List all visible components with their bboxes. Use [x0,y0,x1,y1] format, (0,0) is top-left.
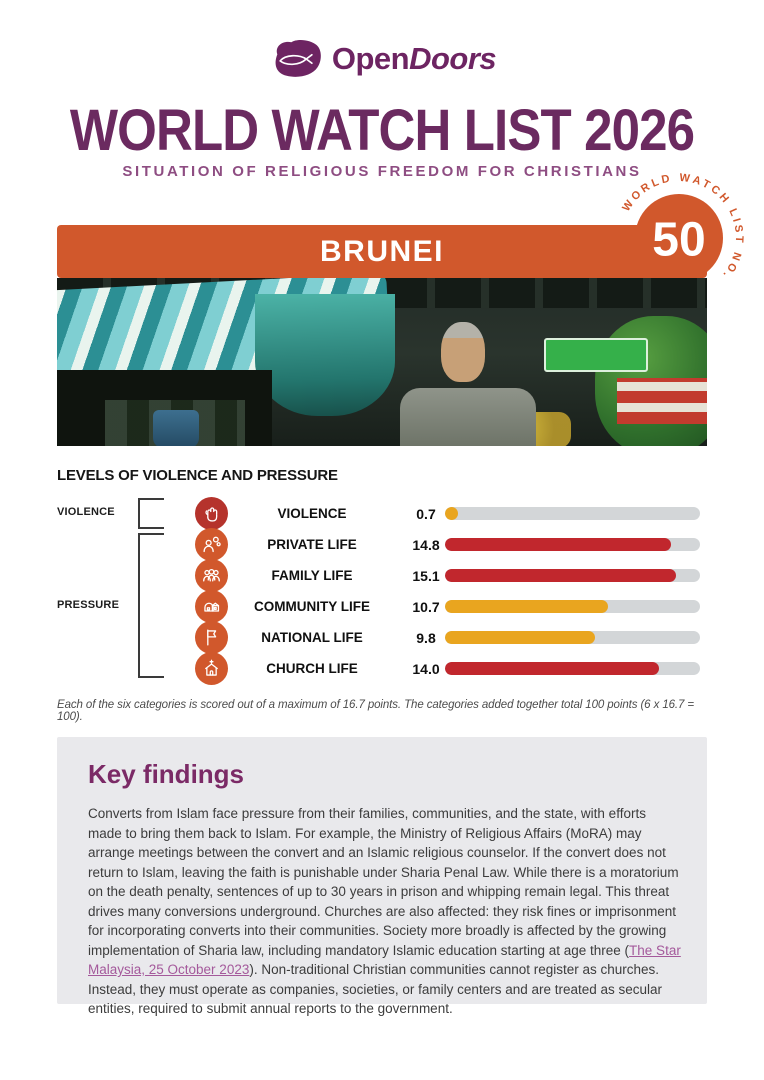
church-icon [195,652,228,685]
score-bar-track [445,600,700,613]
community-buildings-icon [195,590,228,623]
score-bar-track [445,507,700,520]
score-bar-track [445,569,700,582]
country-photo [57,278,707,446]
chart-heading: LEVELS OF VIOLENCE AND PRESSURE [57,467,338,484]
page-subtitle: SITUATION OF RELIGIOUS FREEDOM FOR CHRISTIANS [122,163,642,180]
open-doors-wordmark [332,41,496,77]
scoring-footnote: Each of the six categories is scored out of a maximum of 16.7 points. The categories added together total 100 points (6 x 16.7 = 100). [57,699,695,723]
group-label-pressure: PRESSURE [57,599,120,611]
photo-hanging-cloth [255,294,395,416]
key-findings-paragraph [88,804,682,1019]
logo-doors-text: Doors [409,41,497,76]
photo-green-sign [544,338,648,372]
flag-icon [195,621,228,654]
category-value: 15.1 [412,568,440,584]
photo-bucket [153,410,199,446]
category-value: 14.8 [412,537,440,553]
family-icon [195,559,228,592]
category-value: 0.7 [416,506,436,522]
chart-row-private-life [0,529,764,560]
chart-row-violence [0,498,764,529]
chart-row-family-life [0,560,764,591]
open-doors-stone-fish-icon [268,36,324,82]
score-bar-fill [445,600,608,613]
score-bar-fill [445,662,659,675]
photo-man-body [400,388,536,446]
key-findings-text-before-link: Converts from Islam face pressure from their families, communities, and the state, with efforts made to bring them back to Islam. For example, the Ministry of Religious Affairs (MoRA) may arrange meetings between the convert and an Islamic religious counselor. If the convert does not return to Islam, leaving the faith is punishable under Sharia Penal Law. While there is a moratorium on the death penalty, sentences of up to 30 years in prison and whipping remain legal. This threat drives many conversions underground. Churches are also affected: they risk fines or imprisonment for incorporating converts into their communities. Society more broadly is affected by the growing implementation of Sharia law, including mandatory Islamic education starting at age three ( [88,806,679,958]
category-value: 10.7 [412,599,440,615]
category-label: NATIONAL LIFE [261,630,363,645]
key-findings-text-after-link: ). Non-traditional Christian communities cannot register as churches. Instead, they must operate as companies, societies, or family centers and are treated as secular entities, required to submit annual reports to the government. [88,962,663,1016]
score-bar-fill [445,631,595,644]
page-title: WORLD WATCH LIST 2026 [69,98,695,163]
score-bar-fill [445,569,676,582]
country-name: BRUNEI [319,234,444,268]
photo-man-head [441,322,485,382]
key-findings-heading: Key findings [88,759,245,789]
category-value: 14.0 [412,661,440,677]
category-value: 9.8 [416,630,436,646]
open-doors-logo [0,36,764,82]
logo-open-text: Open [331,41,410,76]
chart-rows [0,498,764,684]
score-bar-track [445,538,700,551]
category-label: COMMUNITY LIFE [254,599,370,614]
score-bar-track [445,631,700,644]
fist-icon [195,497,228,530]
category-label: FAMILY LIFE [271,568,353,583]
chart-row-church-life [0,653,764,684]
group-label-violence: VIOLENCE [57,506,115,518]
score-bar-track [445,662,700,675]
photo-stacked-boxes [617,378,707,424]
chart-row-community-life [0,591,764,622]
category-label: VIOLENCE [277,506,347,521]
category-label: PRIVATE LIFE [267,537,357,552]
key-findings-section [57,737,707,1016]
rank-badge-caption: WORLD WATCH LIST NO. [620,171,746,283]
person-network-icon [195,528,228,561]
score-bar-fill [445,507,458,520]
score-bar-fill [445,538,671,551]
chart-row-national-life [0,622,764,653]
source-link[interactable]: The Star Malaysia, 25 October 2023 [88,942,681,977]
category-label: CHURCH LIFE [266,661,358,676]
rank-number: 50 [652,213,706,267]
